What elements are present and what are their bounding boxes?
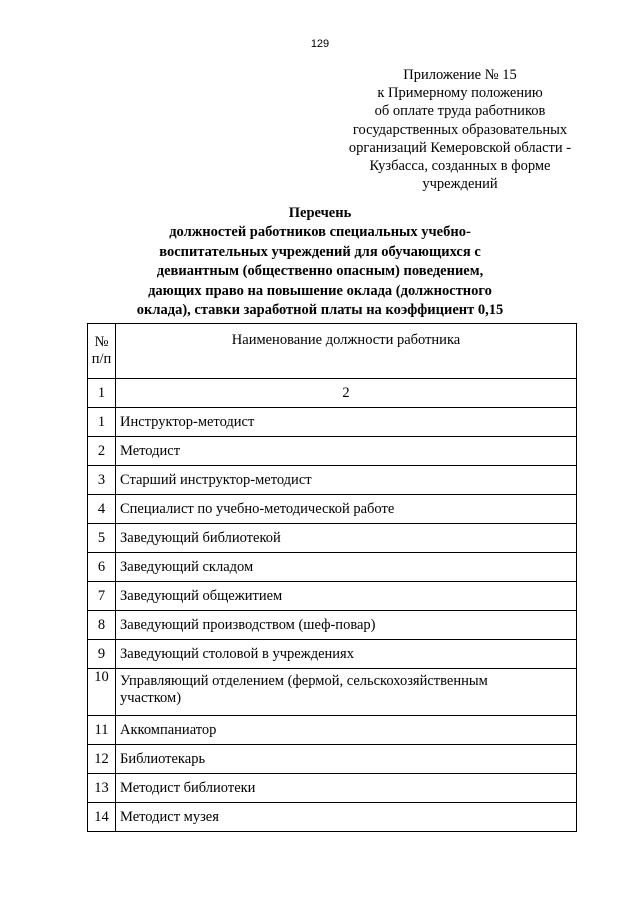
row-position-name — [116, 669, 577, 716]
row-position-name: Заведующий общежитием — [116, 582, 577, 611]
row-position-name: Библиотекарь — [116, 745, 577, 774]
title-line: оклада), ставки заработной платы на коэффициент 0,15 — [136, 302, 504, 319]
row-number: 7 — [88, 582, 116, 611]
header-number-abbrev: п/п — [91, 351, 112, 367]
column-index-2: 2 — [116, 379, 577, 408]
row-number: 14 — [88, 803, 116, 832]
row-position-name: Старший инструктор-методист — [116, 466, 577, 495]
row-number: 1 — [88, 408, 116, 437]
row-position-name: Заведующий производством (шеф-повар) — [116, 611, 577, 640]
title-line: воспитательных учреждений для обучающихся с — [159, 243, 481, 260]
row-position-name: Заведующий библиотекой — [116, 524, 577, 553]
table-row — [88, 611, 577, 640]
row-number: 12 — [88, 745, 116, 774]
row-position-name: Специалист по учебно-методической работе — [116, 495, 577, 524]
row-position-name: Методист — [116, 437, 577, 466]
row-position-name: Заведующий складом — [116, 553, 577, 582]
row-number: 4 — [88, 495, 116, 524]
table-row — [88, 745, 577, 774]
row-number: 8 — [88, 611, 116, 640]
row-position-name: Методист библиотеки — [116, 774, 577, 803]
title-line: Перечень — [288, 205, 352, 221]
table-row — [88, 408, 577, 437]
table-header-row — [88, 324, 577, 379]
table-row — [88, 774, 577, 803]
appendix-line: организаций Кемеровской области - — [348, 139, 572, 156]
appendix-line: к Примерному положению — [377, 85, 543, 102]
row-position-name-line: Управляющий отделением (фермой, сельскохозяйственным — [120, 673, 488, 689]
appendix-line: Кузбасса, созданных в форме — [369, 158, 551, 175]
row-position-name: Инструктор-методист — [116, 408, 577, 437]
column-index-1: 1 — [88, 379, 116, 408]
appendix-line: об оплате труда работников — [374, 103, 546, 120]
row-number: 3 — [88, 466, 116, 495]
table-row — [88, 524, 577, 553]
appendix-reference — [330, 66, 590, 193]
row-position-name: Заведующий столовой в учреждениях — [116, 640, 577, 669]
appendix-line: учреждений — [422, 176, 498, 193]
row-number: 13 — [88, 774, 116, 803]
row-number: 2 — [88, 437, 116, 466]
page-number: 129 — [310, 38, 330, 50]
table-row — [88, 640, 577, 669]
table-row — [88, 466, 577, 495]
table-row — [88, 669, 577, 716]
table-row — [88, 553, 577, 582]
row-number: 6 — [88, 553, 116, 582]
row-number: 11 — [88, 716, 116, 745]
header-number-cell — [88, 324, 116, 379]
document-title — [110, 204, 530, 320]
column-index-row — [88, 379, 577, 408]
table-row — [88, 495, 577, 524]
row-position-name: Аккомпаниатор — [116, 716, 577, 745]
row-position-name-line: участком) — [120, 690, 182, 706]
table-row — [88, 437, 577, 466]
appendix-line: государственных образовательных — [352, 121, 568, 138]
header-number-symbol: № — [94, 334, 109, 350]
table-row — [88, 803, 577, 832]
appendix-line: Приложение № 15 — [403, 67, 517, 83]
positions-table — [87, 323, 577, 832]
table-row — [88, 582, 577, 611]
row-number: 5 — [88, 524, 116, 553]
row-position-name: Методист музея — [116, 803, 577, 832]
row-number: 10 — [88, 669, 116, 716]
header-position-name: Наименование должности работника — [116, 324, 577, 379]
title-line: должностей работников специальных учебно- — [169, 224, 471, 241]
title-line: девиантным (общественно опасным) поведением, — [156, 263, 484, 280]
title-line: дающих право на повышение оклада (должностного — [148, 282, 492, 299]
row-number: 9 — [88, 640, 116, 669]
table-row — [88, 716, 577, 745]
